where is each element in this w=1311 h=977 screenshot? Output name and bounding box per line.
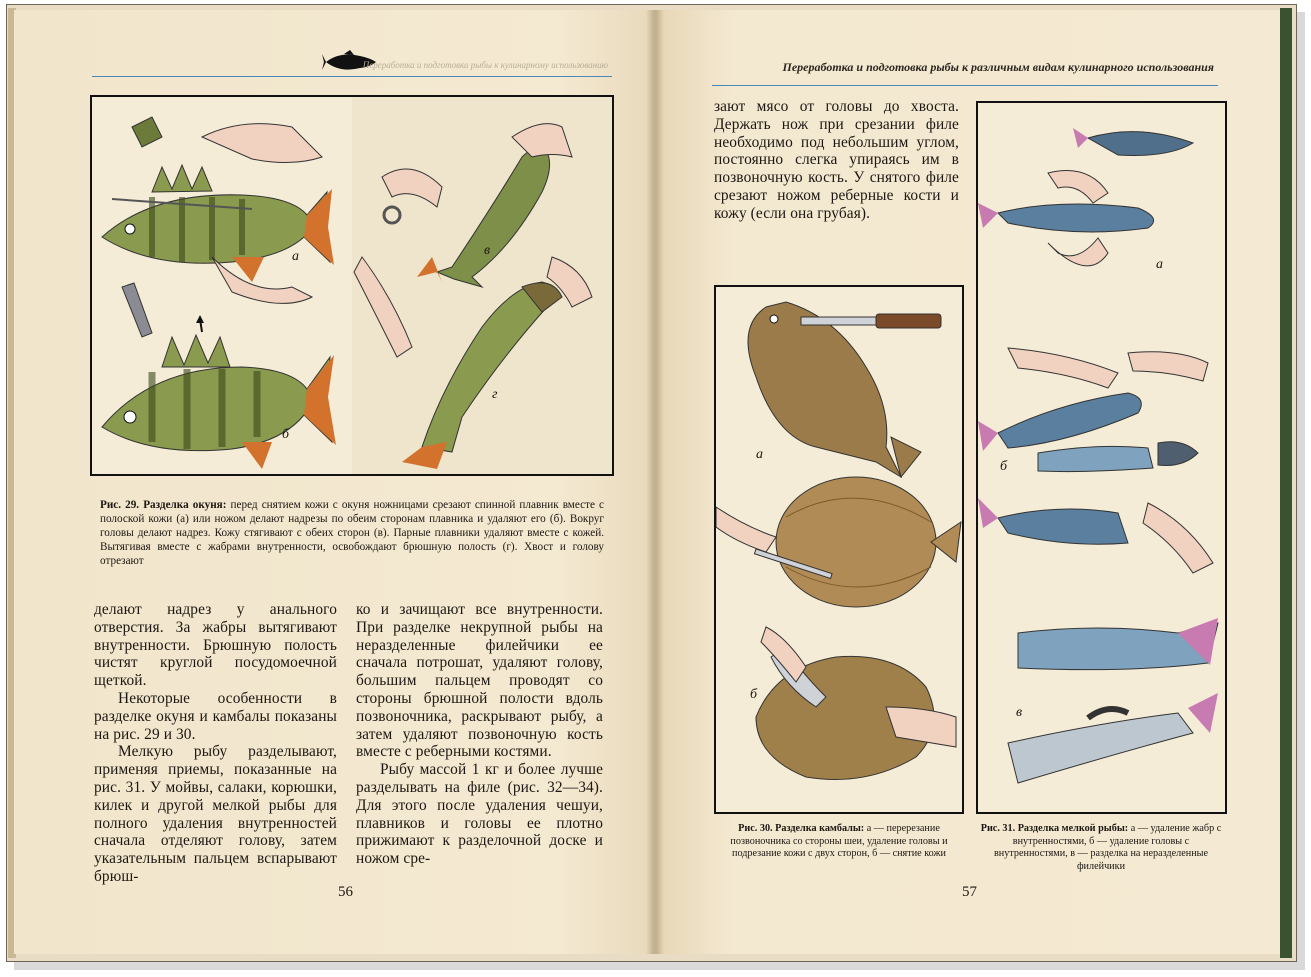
figure-29-label-a: а: [292, 249, 299, 264]
header-rule-right: [712, 85, 1218, 86]
paragraph: Некоторые особенности в разделке окуня и камбалы показаны на рис. 29 и 30.: [94, 689, 337, 743]
figure-29-label-b: б: [282, 427, 290, 442]
figure-30-illustration: [716, 287, 962, 812]
cover-edge-right: [1280, 8, 1292, 958]
figure-30-caption-title: Рис. 30. Разделка камбалы:: [738, 823, 865, 834]
figure-30-label-a: а: [756, 447, 763, 462]
paragraph: делают надрез у анального отверстия. За жабры вытягивают внутренности. Брюшную полость чистят круглой посудомоечной щеткой.: [94, 601, 337, 690]
figure-29-illustration: [92, 97, 612, 474]
paragraph: ко и зачищают все внутренности. При разделке некрупной рыбы на неразделенные филейчики ее сначала потрошат, удаляют голову, большим пальцем проводят со стороны брюшной полости вдоль позвоночника, раскрывают рыбу, а затем удаляют позвоночную кость вместе с реберными костями.: [356, 601, 603, 761]
figure-29-label-g: г: [492, 387, 498, 402]
paragraph: зают мясо от головы до хвоста. Держать нож при срезании филе необходимо под небольшим углом, постоянно слегка упираясь им в позвоночную кость. У снятого филе срезают ножом реберные кости и кожу (если она грубая).: [714, 98, 959, 222]
figure-29-caption: [100, 498, 604, 568]
figure-31-small-fish: [976, 101, 1227, 814]
figure-29-perch: [90, 95, 614, 476]
book-spine: [646, 10, 664, 954]
small-fish-a-illustration: [978, 128, 1193, 266]
figure-31-label-b: б: [1000, 459, 1008, 474]
figure-29-caption-title: Рис. 29. Разделка окуня:: [100, 499, 227, 511]
small-fish-b-illustration: [978, 348, 1213, 573]
figure-30-caption-body: а — перерезание позвоночника со стороны шеи, удаление головы и подрезание кожи с двух сторон, б — снятие кожи: [730, 823, 948, 859]
figure-31-label-a: а: [1156, 257, 1163, 272]
flounder-a-illustration: [748, 302, 941, 477]
small-fish-v-illustration: [1008, 618, 1218, 783]
flounder-b1-illustration: [716, 477, 961, 607]
paragraph: Рыбу массой 1 кг и более лучше разделывать на филе (рис. 32—34). Для этого после удаления чешуи, плавников и головы ее плотно прижимают к разделочной доске и ножом сре-: [356, 761, 603, 868]
figure-31-caption: [978, 823, 1224, 873]
perch-a-illustration: [102, 117, 334, 303]
figure-30-caption: [714, 823, 964, 861]
running-header-right: Переработка и подготовка рыбы к различным видам кулинарного использования: [782, 60, 1214, 74]
running-header-left: Переработка и подготовка рыбы к кулинарному использованию: [362, 60, 608, 70]
left-column-2: [356, 601, 603, 868]
page-number-right: 57: [962, 884, 977, 900]
flounder-b2-illustration: [756, 627, 956, 780]
figure-30-label-b: б: [750, 687, 758, 702]
figure-31-caption-title: Рис. 31. Разделка мелкой рыбы:: [980, 823, 1129, 834]
figure-30-flounder: [714, 285, 964, 814]
perch-b-illustration: [102, 283, 336, 469]
figure-29-label-v: в: [484, 243, 491, 258]
figure-31-caption-body: а — удаление жабр с внутренностями, б — удаление головы с внутренностями, в — разделка на неразделенные филейчики: [993, 823, 1222, 872]
figure-31-label-v: в: [1016, 705, 1023, 720]
header-rule-left: [92, 76, 612, 77]
paragraph: Мелкую рыбу разделывают, применяя приемы, показанные на рис. 31. У мойвы, салаки, корюшки, килек и другой мелкой рыбы для полного удаления внутренностей сначала отделяют голову, затем указательным пальцем вспарывают брюш-: [94, 743, 337, 885]
figure-29-caption-body: перед снятием кожи с окуня ножницами срезают спинной плавник вместе с полоской кожи (а) или ножом делают надрезы по обеим сторонам плавника и удаляют его (б). Вокруг головы делают надрез. Кожу стягивают с обеих сторон (в). Парные плавники удаляют вместе с кожей. Вытягивая вместе с жабрами внутренности, освобождают брюшную полость (г). Хвост и голову отрезают: [100, 499, 604, 567]
page-number-left: 56: [338, 884, 353, 900]
right-top-text: [714, 98, 959, 223]
left-column-1: [94, 601, 337, 886]
